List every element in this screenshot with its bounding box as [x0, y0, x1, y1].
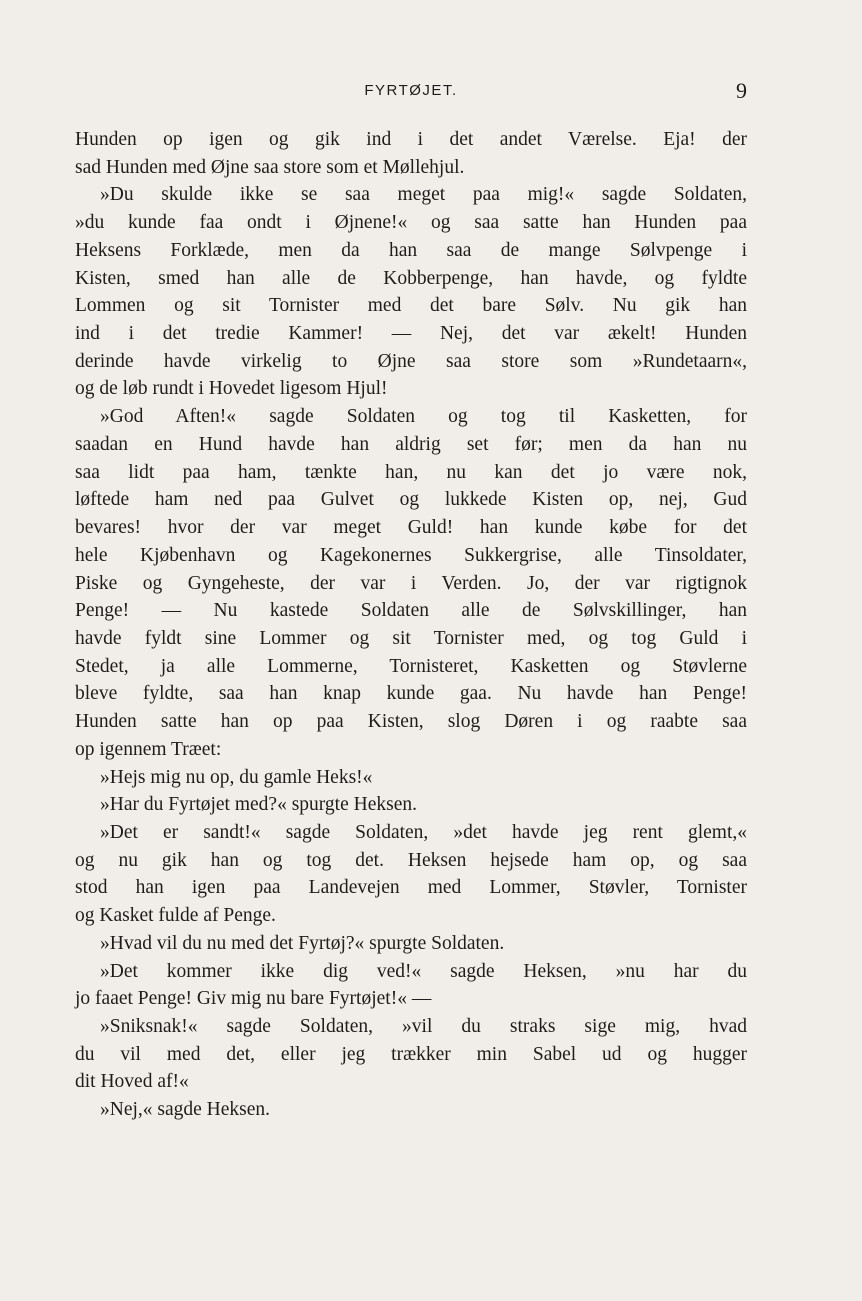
text-line: »Nej,« sagde Heksen. [100, 1099, 271, 1121]
text-line: »Det kommer ikke dig ved!« sagde Heksen, »nu har du [100, 960, 747, 982]
text-line: bevares! hvor der var meget Guld! han kunde købe for det [75, 517, 747, 539]
body-text [75, 126, 747, 1124]
text-line: dit Hoved af!« [75, 1071, 189, 1093]
text-line: Stedet, ja alle Lommerne, Tornisteret, Kasketten og Støvlerne [75, 655, 747, 677]
text-line: saadan en Hund havde han aldrig set før; men da han nu [75, 433, 747, 455]
text-line: »Det er sandt!« sagde Soldaten, »det havde jeg rent glemt,« [100, 821, 747, 843]
text-line: Heksens Forklæde, men da han saa de mange Sølvpenge i [75, 239, 747, 261]
running-title: FYRTØJET. [364, 82, 458, 99]
text-line: og nu gik han og tog det. Heksen hejsede ham op, og saa [75, 849, 747, 871]
text-line: jo faaet Penge! Giv mig nu bare Fyrtøjet!« — [75, 988, 432, 1010]
text-line: ind i det tredie Kammer! — Nej, det var ækelt! Hunden [75, 323, 747, 345]
text-line: havde fyldt sine Lommer og sit Tornister med, og tog Guld i [75, 627, 747, 649]
text-line: du vil med det, eller jeg trækker min Sabel ud og hugger [75, 1043, 747, 1065]
text-line: sad Hunden med Øjne saa store som et Møllehjul. [75, 156, 465, 178]
text-line: derinde havde virkelig to Øjne saa store som »Rundetaarn«, [75, 350, 747, 372]
text-line: »God Aften!« sagde Soldaten og tog til Kasketten, for [100, 406, 747, 428]
text-line: »Hejs mig nu op, du gamle Heks!« [100, 766, 373, 788]
text-line: »Sniksnak!« sagde Soldaten, »vil du straks sige mig, hvad [100, 1016, 747, 1037]
text-line: »Hvad vil du nu med det Fyrtøj?« spurgte Soldaten. [100, 932, 505, 954]
text-line: bleve fyldte, saa han knap kunde gaa. Nu havde han Penge! [75, 683, 747, 705]
text-line: løftede ham ned paa Gulvet og lukkede Kisten op, nej, Gud [75, 489, 747, 511]
text-line: og de løb rundt i Hovedet ligesom Hjul! [75, 378, 388, 400]
text-line: Hunden op igen og gik ind i det andet Værelse. Eja! der [75, 129, 747, 150]
text-line: Piske og Gyngeheste, der var i Verden. Jo, der var rigtignok [75, 572, 747, 594]
text-line: »du kunde faa ondt i Øjnene!« og saa satte han Hunden paa [75, 212, 747, 234]
text-line: Kisten, smed han alle de Kobberpenge, han havde, og fyldte [75, 267, 747, 289]
text-line: Penge! — Nu kastede Soldaten alle de Sølvskillinger, han [75, 600, 747, 622]
text-line: hele Kjøbenhavn og Kagekonernes Sukkergrise, alle Tinsoldater, [75, 544, 747, 566]
text-line: op igennem Træet: [75, 738, 222, 760]
text-line: saa lidt paa ham, tænkte han, nu kan det jo være nok, [75, 461, 747, 483]
text-line: Lommen og sit Tornister med det bare Sølv. Nu gik han [75, 295, 747, 317]
text-line: »Du skulde ikke se saa meget paa mig!« sagde Soldaten, [100, 184, 747, 206]
text-line: »Har du Fyrtøjet med?« spurgte Heksen. [100, 794, 417, 816]
text-line: stod han igen paa Landevejen med Lommer, Støvler, Tornister [75, 877, 747, 899]
text-line: Hunden satte han op paa Kisten, slog Døren i og raabte saa [75, 711, 747, 733]
page-number: 9 [736, 78, 747, 103]
text-line: og Kasket fulde af Penge. [75, 905, 276, 927]
running-head [75, 80, 747, 104]
